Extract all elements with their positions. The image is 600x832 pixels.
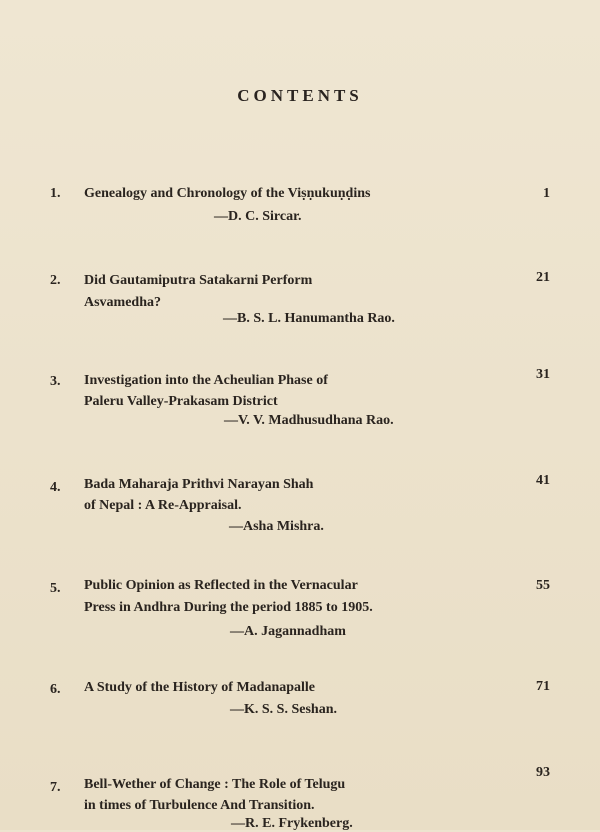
entry-author: —A. Jagannadham <box>230 624 346 639</box>
entry-title-line: Bada Maharaja Prithvi Narayan Shah <box>84 477 314 492</box>
entry-title-line: Press in Andhra During the period 1885 to 1905. <box>84 600 373 615</box>
entry-number: 3. <box>50 374 61 389</box>
entry-author: —V. V. Madhusudhana Rao. <box>224 413 394 428</box>
contents-heading: CONTENTS <box>237 86 363 105</box>
entry-number: 6. <box>50 682 61 697</box>
entry-title-line: Paleru Valley-Prakasam District <box>84 394 278 409</box>
entry-number: 2. <box>50 273 61 288</box>
entry-number: 5. <box>50 581 61 596</box>
entry-number: 1. <box>50 186 61 201</box>
entry-title-line: Bell-Wether of Change : The Role of Telugu <box>84 777 346 792</box>
entry-title-line: Did Gautamiputra Satakarni Perform <box>84 273 313 288</box>
entry-author: —B. S. L. Hanumantha Rao. <box>223 311 395 326</box>
entry-page-number: 31 <box>536 367 550 382</box>
entry-number: 7. <box>50 780 61 795</box>
entry-author: —R. E. Frykenberg. <box>231 816 353 831</box>
entry-title-line: Genealogy and Chronology of the Viṣṇukuṇḍins <box>84 186 371 201</box>
entry-title-line: Investigation into the Acheulian Phase of <box>84 373 328 388</box>
entry-page-number: 1 <box>543 186 550 201</box>
entry-title-line: Asvamedha? <box>84 295 162 310</box>
entry-page-number: 55 <box>536 578 550 593</box>
entry-author: —Asha Mishra. <box>229 519 324 534</box>
entry-author: —K. S. S. Seshan. <box>230 702 337 717</box>
entry-number: 4. <box>50 480 61 495</box>
entry-page-number: 93 <box>536 765 550 780</box>
entry-author: —D. C. Sircar. <box>214 209 302 224</box>
entry-title-line: in times of Turbulence And Transition. <box>84 798 315 813</box>
entry-page-number: 21 <box>536 270 550 285</box>
entry-title-line: of Nepal : A Re-Appraisal. <box>84 498 242 513</box>
entry-page-number: 71 <box>536 679 550 694</box>
entry-title-line: Public Opinion as Reflected in the Vernacular <box>84 578 358 593</box>
entry-page-number: 41 <box>536 473 550 488</box>
entry-title-line: A Study of the History of Madanapalle <box>84 680 316 695</box>
